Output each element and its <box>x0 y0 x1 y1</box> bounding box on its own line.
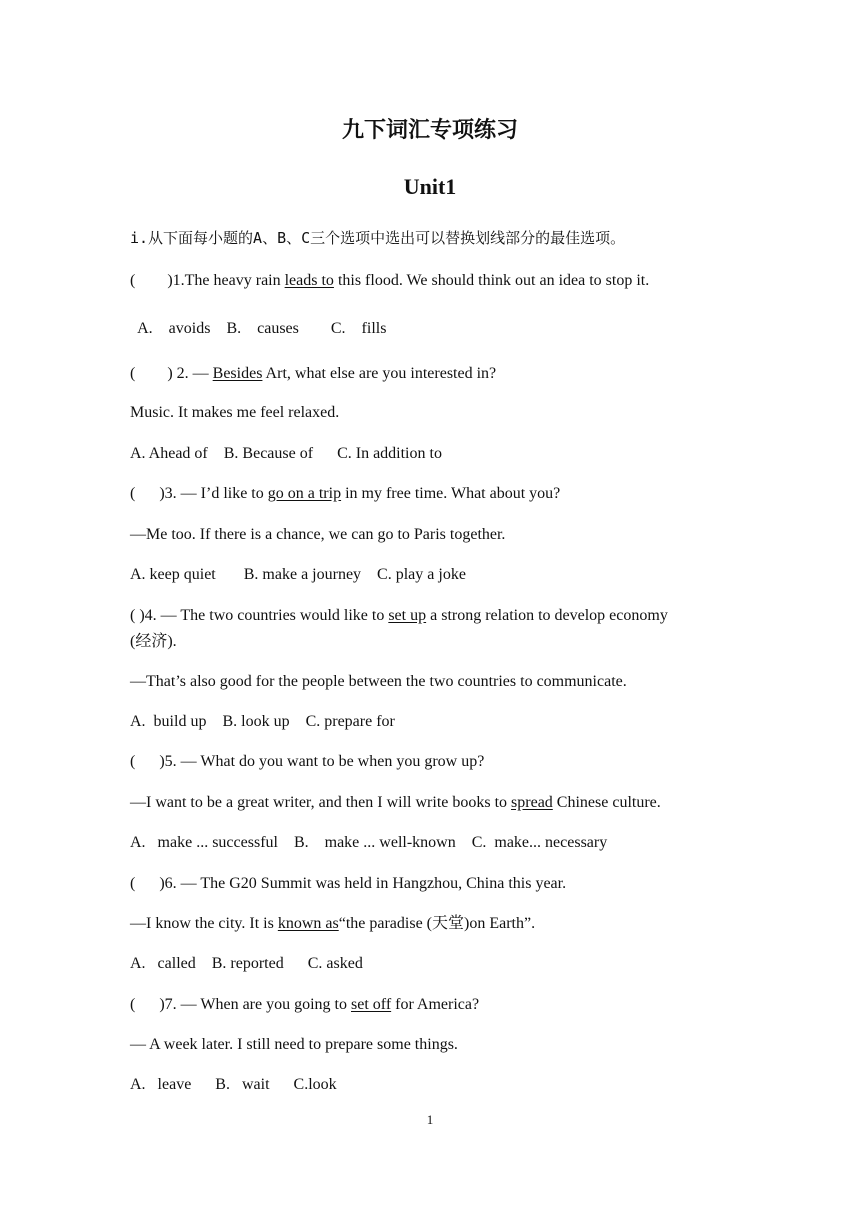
underlined-phrase: leads to <box>284 272 334 289</box>
question-5-reply: —I want to be a great writer, and then I will write books to spread Chinese culture. <box>130 794 661 811</box>
question-6-options: A. called B. reported C. asked <box>130 955 363 972</box>
question-4-stem: ( )4. — The two countries would like to set up a strong relation to develop economy (经济). <box>130 607 668 650</box>
underlined-phrase: Besides <box>212 365 263 382</box>
unit-heading: Unit1 <box>403 174 457 199</box>
question-1-stem: ( )1.The heavy rain leads to this flood. We should think out an idea to stop it. <box>130 272 650 289</box>
underlined-phrase: set up <box>388 607 427 624</box>
question-2-reply: Music. It makes me feel relaxed. <box>130 404 340 421</box>
question-4-options: A. build up B. look up C. prepare for <box>130 713 395 730</box>
question-3-options: A. keep quiet B. make a journey C. play a joke <box>130 566 466 583</box>
question-2-stem: ( ) 2. — Besides Art, what else are you interested in? <box>130 365 497 382</box>
question-7-options: A. leave B. wait C.look <box>130 1076 337 1093</box>
question-3-reply: —Me too. If there is a chance, we can go to Paris together. <box>130 526 506 543</box>
question-3-stem: ( )3. — I’d like to go on a trip in my free time. What about you? <box>130 485 561 502</box>
question-6-reply: —I know the city. It is known as“the paradise (天堂)on Earth”. <box>130 915 536 932</box>
document-title: 九下词汇专项练习 <box>341 118 518 143</box>
question-4-reply: —That’s also good for the people between the two countries to communicate. <box>130 673 627 690</box>
section-instruction: i.从下面每小题的A、B、C三个选项中选出可以替换划线部分的最佳选项。 <box>130 229 626 247</box>
question-1-options: A. avoids B. causes C. fills <box>130 320 387 337</box>
underlined-phrase: set off <box>351 996 392 1013</box>
question-5-options: A. make ... successful B. make ... well-known C. make... necessary <box>130 834 608 851</box>
underlined-phrase: go on a trip <box>267 485 342 502</box>
underlined-phrase: spread <box>511 794 553 811</box>
question-2-options: A. Ahead of B. Because of C. In addition to <box>130 445 442 462</box>
question-7-stem: ( )7. — When are you going to set off for America? <box>130 996 480 1013</box>
question-5-stem: ( )5. — What do you want to be when you grow up? <box>130 753 485 770</box>
question-7-reply: — A week later. I still need to prepare some things. <box>130 1036 458 1053</box>
underlined-phrase: known as <box>277 915 339 932</box>
question-6-stem: ( )6. — The G20 Summit was held in Hangzhou, China this year. <box>130 875 567 892</box>
page-number: 1 <box>426 1112 434 1127</box>
